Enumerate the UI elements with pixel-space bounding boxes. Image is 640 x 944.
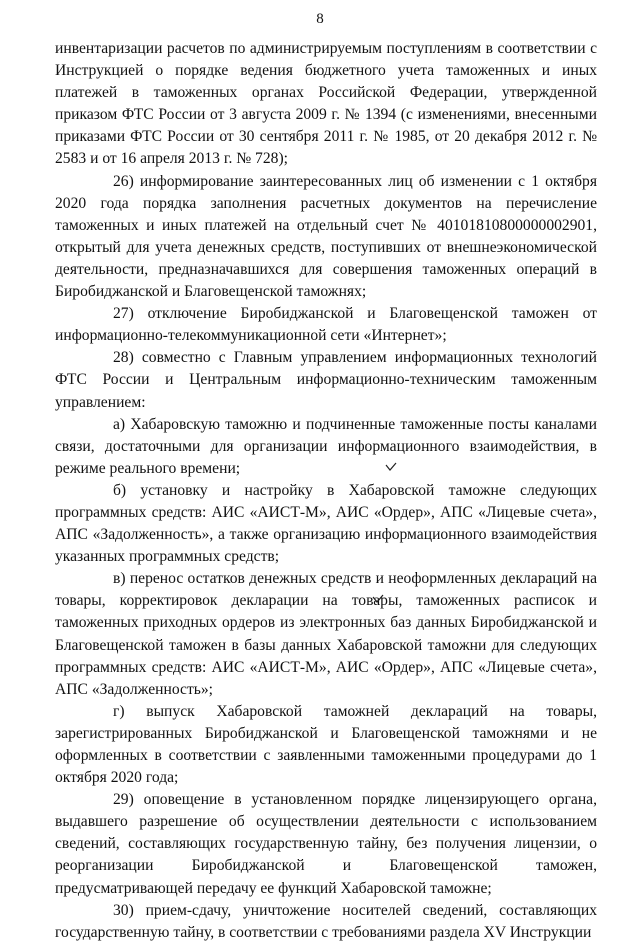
paragraph-item-29: 29) оповещение в установленном порядке лицензирующего органа, выдавшего разрешение об осуществлении деятельности с использованием сведений, составляющих государственную тайну, без получения лицензии, о реорганизации Биробиджанской и Благовещенской таможен, предусматривающей передачу ее функций Хабаровской таможне; — [55, 791, 597, 897]
page-number: 8 — [316, 11, 324, 27]
paragraph-item-30: 30) прием-сдачу, уничтожение носителей сведений, составляющих государственную тайну, в соответствии с требованиями раздела XV Инструкции — [55, 901, 597, 941]
handwritten-checkmark-icon — [385, 462, 397, 472]
document-body — [55, 38, 597, 944]
paragraph-item-26: 26) информирование заинтересованных лиц об изменении с 1 октября 2020 года порядка заполнения расчетных документов на перечисление таможенных и иных платежей на отдельный счет № 40101810800000002901, открытый для учета денежных средств, поступивших от внешнеэкономической деятельности, предназначавшихся для совершения таможенных операций в Биробиджанской и Благовещенской таможнях; — [55, 172, 597, 301]
paragraph-item-28b: б) установку и настройку в Хабаровской таможне следующих программных средств: АИС «АИСТ-М», АИС «Ордер», АПС «Лицевые счета», АПС «Задолженность», а также организацию информационного взаимодействия указанных программных средств; — [55, 481, 597, 566]
paragraph-item-28v: в) перенос остатков денежных средств и неоформленных деклараций на товары, корректировок декларации на товары, таможенных расписок и таможенных приходных ордеров из электронных баз данных Биробиджанской и Благовещенской таможен в базы данных Хабаровской таможни для следующих программных средств: АИС «АИСТ-М», АИС «Ордер», АПС «Лицевые счета», АПС «Задолженность»; — [55, 570, 597, 698]
paragraph-item-28a: а) Хабаровскую таможню и подчиненные таможенные посты каналами связи, достаточными для организации информационного взаимодействия, в режиме реального времени; — [55, 415, 597, 477]
paragraph-item-28: 28) совместно с Главным управлением информационных технологий ФТС России и Центральным информационно-техническим таможенным управлением: — [55, 349, 597, 411]
paragraph-continuation: инвентаризации расчетов по администрируемым поступлениям в соответствии с Инструкцией о порядке ведения бюджетного учета таможенных и иных платежей в таможенных органах Российской Федерации, утвержденной приказом ФТС России от 3 августа 2009 г. № 1394 (с изменениями, внесенными приказами ФТС России от 30 сентября 2011 г. № 1985, от 20 декабря 2012 г. № 2583 и от 16 апреля 2013 г. № 728); — [55, 40, 597, 168]
handwritten-checkmark-icon — [372, 594, 384, 604]
paragraph-item-27: 27) отключение Биробиджанской и Благовещенской таможен от информационно-телекоммуникационной сети «Интернет»; — [55, 305, 597, 345]
paragraph-item-28g: г) выпуск Хабаровской таможней деклараций на товары, зарегистрированных Биробиджанской и Благовещенской таможнями и не оформленных в соответствии с заявленными таможенными процедурами до 1 октября 2020 года; — [55, 702, 597, 787]
